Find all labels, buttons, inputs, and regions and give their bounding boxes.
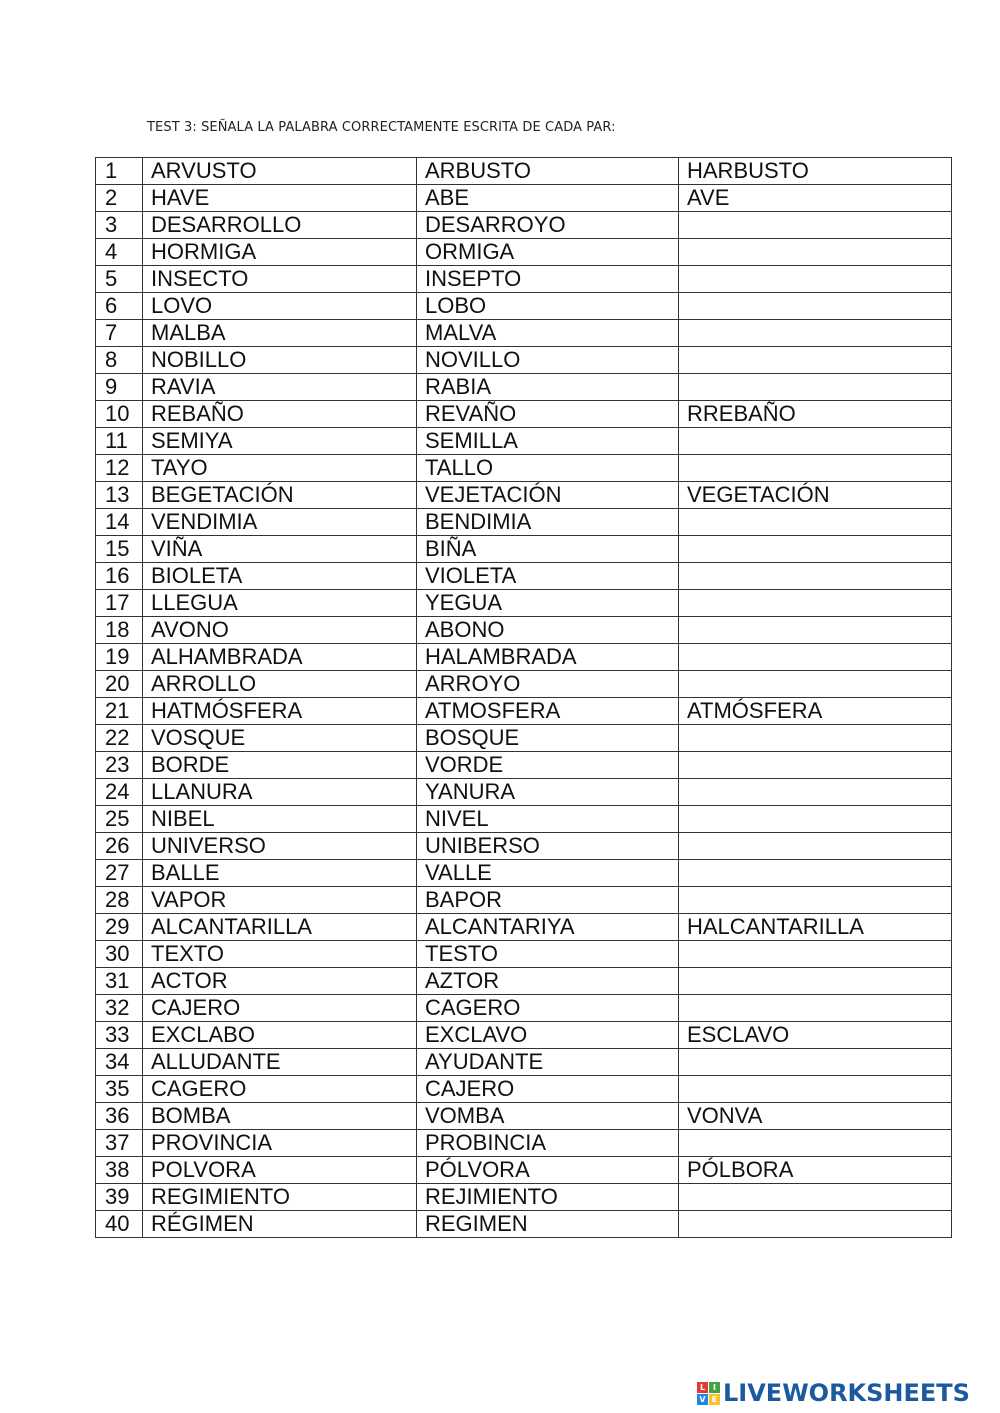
option-a-cell: ACTOR [143,968,417,995]
option-c-cell: VEGETACIÓN [679,482,952,509]
option-a-cell: DESARROLLO [143,212,417,239]
row-number-cell: 14 [96,509,143,536]
option-b-cell: BAPOR [417,887,679,914]
table-row [96,1049,952,1076]
option-c-cell [679,590,952,617]
option-c-cell [679,563,952,590]
row-number-cell: 18 [96,617,143,644]
row-number-cell: 37 [96,1130,143,1157]
row-number-cell: 30 [96,941,143,968]
option-b-cell: REGIMEN [417,1211,679,1238]
row-number-cell: 16 [96,563,143,590]
row-number-cell: 2 [96,185,143,212]
option-b-cell: REVAÑO [417,401,679,428]
option-a-cell: LLEGUA [143,590,417,617]
option-c-cell: RREBAÑO [679,401,952,428]
option-b-cell: ORMIGA [417,239,679,266]
option-a-cell: VENDIMIA [143,509,417,536]
row-number-cell: 5 [96,266,143,293]
option-c-cell [679,1211,952,1238]
option-a-cell: MALBA [143,320,417,347]
row-number-cell: 39 [96,1184,143,1211]
option-c-cell [679,212,952,239]
table-row [96,671,952,698]
table-row [96,212,952,239]
option-a-cell: ALHAMBRADA [143,644,417,671]
option-a-cell: EXCLABO [143,1022,417,1049]
option-c-cell: ATMÓSFERA [679,698,952,725]
table-row [96,1130,952,1157]
option-b-cell: AYUDANTE [417,1049,679,1076]
option-a-cell: TEXTO [143,941,417,968]
table-row [96,914,952,941]
option-c-cell [679,941,952,968]
table-row [96,428,952,455]
table-row [96,779,952,806]
table-row [96,347,952,374]
option-b-cell: NIVEL [417,806,679,833]
option-a-cell: ALCANTARILLA [143,914,417,941]
option-b-cell: ABONO [417,617,679,644]
row-number-cell: 21 [96,698,143,725]
row-number-cell: 25 [96,806,143,833]
option-b-cell: CAGERO [417,995,679,1022]
option-b-cell: VEJETACIÓN [417,482,679,509]
option-a-cell: NOBILLO [143,347,417,374]
row-number-cell: 34 [96,1049,143,1076]
option-b-cell: VORDE [417,752,679,779]
option-a-cell: HAVE [143,185,417,212]
option-c-cell [679,266,952,293]
row-number-cell: 23 [96,752,143,779]
row-number-cell: 4 [96,239,143,266]
table-row [96,860,952,887]
option-a-cell: BEGETACIÓN [143,482,417,509]
option-a-cell: POLVORA [143,1157,417,1184]
row-number-cell: 36 [96,1103,143,1130]
row-number-cell: 11 [96,428,143,455]
option-a-cell: AVONO [143,617,417,644]
option-a-cell: HATMÓSFERA [143,698,417,725]
option-b-cell: TALLO [417,455,679,482]
row-number-cell: 9 [96,374,143,401]
row-number-cell: 38 [96,1157,143,1184]
table-row [96,1184,952,1211]
option-a-cell: RÉGIMEN [143,1211,417,1238]
option-c-cell [679,428,952,455]
option-c-cell [679,320,952,347]
row-number-cell: 7 [96,320,143,347]
option-b-cell: BOSQUE [417,725,679,752]
option-c-cell [679,1184,952,1211]
option-c-cell [679,725,952,752]
table-row [96,968,952,995]
table-row [96,563,952,590]
option-c-cell [679,455,952,482]
row-number-cell: 13 [96,482,143,509]
option-a-cell: VAPOR [143,887,417,914]
table-row [96,752,952,779]
option-c-cell: ESCLAVO [679,1022,952,1049]
option-a-cell: HORMIGA [143,239,417,266]
option-a-cell: BOMBA [143,1103,417,1130]
option-b-cell: ALCANTARIYA [417,914,679,941]
option-b-cell: MALVA [417,320,679,347]
row-number-cell: 40 [96,1211,143,1238]
table-row [96,698,952,725]
table-row [96,401,952,428]
option-a-cell: CAJERO [143,995,417,1022]
option-a-cell: ALLUDANTE [143,1049,417,1076]
option-b-cell: ARBUSTO [417,158,679,185]
word-pairs-table-body [96,158,952,1238]
table-row [96,158,952,185]
option-b-cell: SEMILLA [417,428,679,455]
table-row [96,455,952,482]
option-b-cell: HALAMBRADA [417,644,679,671]
table-row [96,239,952,266]
option-c-cell [679,1049,952,1076]
option-c-cell [679,1130,952,1157]
option-c-cell [679,752,952,779]
option-c-cell [679,833,952,860]
option-b-cell: VALLE [417,860,679,887]
option-c-cell [679,995,952,1022]
table-row [96,1157,952,1184]
option-b-cell: ATMOSFERA [417,698,679,725]
table-row [96,1103,952,1130]
table-row [96,536,952,563]
option-a-cell: BORDE [143,752,417,779]
logo-mark-letter-e: E [709,1394,720,1405]
option-b-cell: YEGUA [417,590,679,617]
option-a-cell: UNIVERSO [143,833,417,860]
table-row [96,185,952,212]
option-c-cell [679,347,952,374]
table-row [96,725,952,752]
table-row [96,644,952,671]
option-a-cell: NIBEL [143,806,417,833]
option-a-cell: PROVINCIA [143,1130,417,1157]
option-b-cell: BENDIMIA [417,509,679,536]
liveworksheets-logo-mark-icon [697,1382,720,1405]
option-b-cell: LOBO [417,293,679,320]
option-b-cell: PROBINCIA [417,1130,679,1157]
option-a-cell: INSECTO [143,266,417,293]
logo-mark-letter-i: I [709,1382,720,1393]
table-row [96,1076,952,1103]
option-a-cell: ARVUSTO [143,158,417,185]
option-c-cell: HALCANTARILLA [679,914,952,941]
option-c-cell [679,806,952,833]
liveworksheets-logo-text: LIVEWORKSHEETS [723,1379,970,1407]
option-c-cell [679,1076,952,1103]
table-row [96,995,952,1022]
option-b-cell: NOVILLO [417,347,679,374]
option-b-cell: REJIMIENTO [417,1184,679,1211]
option-a-cell: BIOLETA [143,563,417,590]
table-row [96,320,952,347]
table-row [96,1022,952,1049]
table-row [96,482,952,509]
worksheet-title: TEST 3: SEÑALA LA PALABRA CORRECTAMENTE ESCRITA DE CADA PAR: [147,120,616,135]
option-b-cell: AZTOR [417,968,679,995]
row-number-cell: 33 [96,1022,143,1049]
row-number-cell: 17 [96,590,143,617]
option-a-cell: ARROLLO [143,671,417,698]
option-b-cell: DESARROYO [417,212,679,239]
row-number-cell: 22 [96,725,143,752]
option-a-cell: REBAÑO [143,401,417,428]
row-number-cell: 27 [96,860,143,887]
option-c-cell [679,239,952,266]
option-b-cell: VIOLETA [417,563,679,590]
row-number-cell: 20 [96,671,143,698]
option-a-cell: RAVIA [143,374,417,401]
logo-mark-letter-l: L [697,1382,708,1393]
option-c-cell [679,779,952,806]
row-number-cell: 26 [96,833,143,860]
row-number-cell: 19 [96,644,143,671]
table-row [96,266,952,293]
table-row [96,806,952,833]
table-row [96,374,952,401]
row-number-cell: 32 [96,995,143,1022]
row-number-cell: 10 [96,401,143,428]
table-row [96,833,952,860]
row-number-cell: 1 [96,158,143,185]
option-a-cell: LLANURA [143,779,417,806]
row-number-cell: 31 [96,968,143,995]
option-c-cell [679,887,952,914]
table-row [96,617,952,644]
option-c-cell [679,374,952,401]
option-c-cell: PÓLBORA [679,1157,952,1184]
option-a-cell: VOSQUE [143,725,417,752]
option-b-cell: ARROYO [417,671,679,698]
table-row [96,590,952,617]
option-b-cell: YANURA [417,779,679,806]
option-b-cell: INSEPTO [417,266,679,293]
table-row [96,941,952,968]
option-b-cell: VOMBA [417,1103,679,1130]
option-a-cell: SEMIYA [143,428,417,455]
option-a-cell: BALLE [143,860,417,887]
option-c-cell: VONVA [679,1103,952,1130]
option-c-cell [679,671,952,698]
option-c-cell [679,293,952,320]
option-a-cell: CAGERO [143,1076,417,1103]
row-number-cell: 24 [96,779,143,806]
row-number-cell: 12 [96,455,143,482]
option-b-cell: RABIA [417,374,679,401]
option-b-cell: EXCLAVO [417,1022,679,1049]
logo-mark-letter-v: V [697,1394,708,1405]
table-row [96,293,952,320]
row-number-cell: 28 [96,887,143,914]
option-c-cell [679,617,952,644]
option-c-cell: AVE [679,185,952,212]
option-c-cell [679,860,952,887]
liveworksheets-logo [697,1378,970,1408]
row-number-cell: 29 [96,914,143,941]
option-a-cell: LOVO [143,293,417,320]
option-c-cell: HARBUSTO [679,158,952,185]
table-row [96,509,952,536]
option-c-cell [679,968,952,995]
row-number-cell: 35 [96,1076,143,1103]
option-a-cell: TAYO [143,455,417,482]
option-b-cell: UNIBERSO [417,833,679,860]
option-c-cell [679,509,952,536]
option-b-cell: ABE [417,185,679,212]
word-pairs-table [95,157,952,1238]
row-number-cell: 8 [96,347,143,374]
option-c-cell [679,644,952,671]
option-b-cell: TESTO [417,941,679,968]
option-a-cell: REGIMIENTO [143,1184,417,1211]
option-c-cell [679,536,952,563]
option-a-cell: VIÑA [143,536,417,563]
option-b-cell: PÓLVORA [417,1157,679,1184]
option-b-cell: CAJERO [417,1076,679,1103]
table-row [96,1211,952,1238]
option-b-cell: BIÑA [417,536,679,563]
row-number-cell: 15 [96,536,143,563]
table-row [96,887,952,914]
row-number-cell: 3 [96,212,143,239]
row-number-cell: 6 [96,293,143,320]
